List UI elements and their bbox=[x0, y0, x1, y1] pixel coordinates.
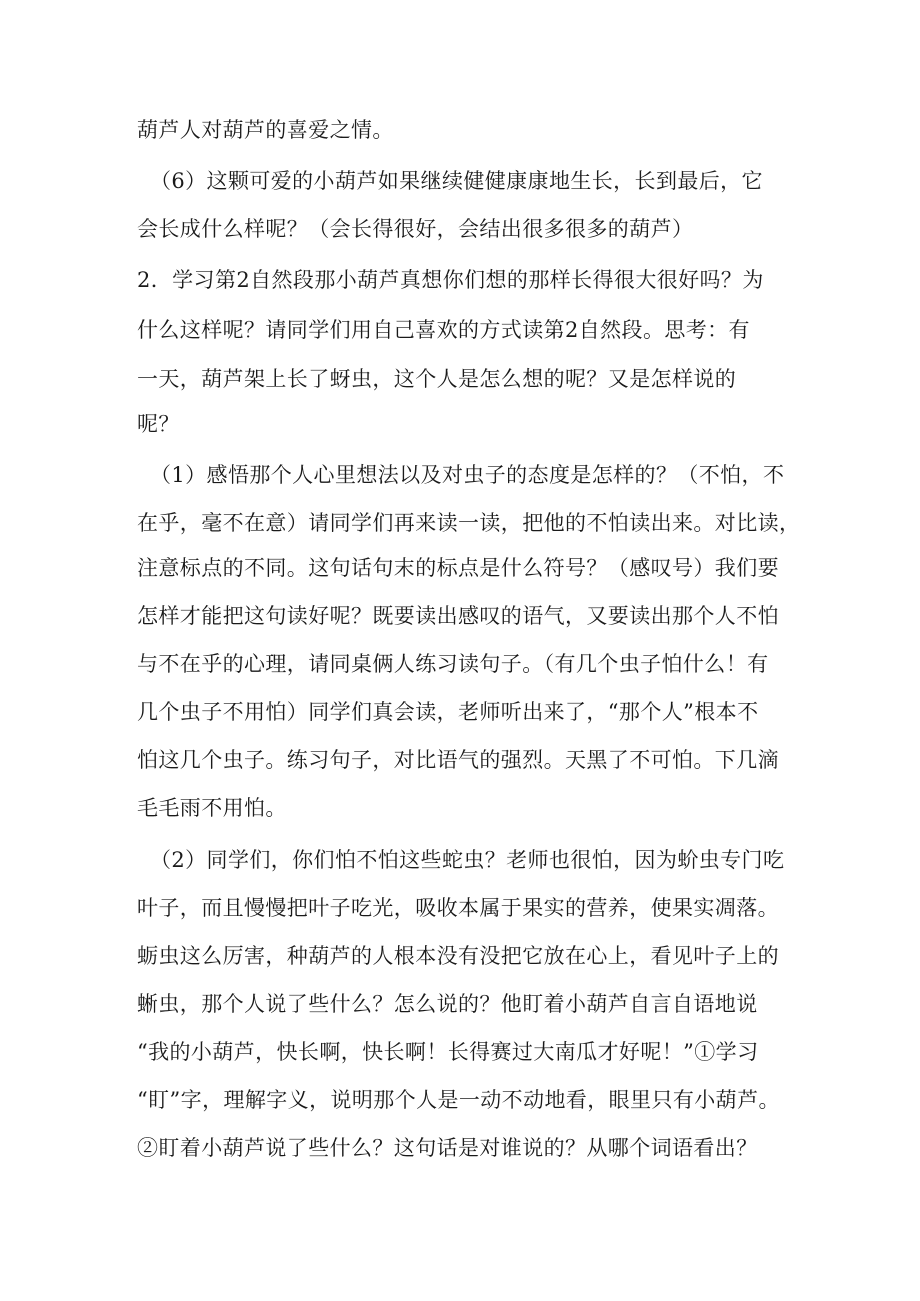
text-line: 怎样才能把这句读好呢？既要读出感叹的语气，又要读出那个人不怕 bbox=[137, 604, 779, 628]
text-line: 一天，葫芦架上长了蚜虫，这个人是怎么想的呢？又是怎样说的 bbox=[137, 367, 737, 391]
text-line: 会长成什么样呢？（会长得很好，会结出很多很多的葫芦） bbox=[137, 217, 694, 241]
text-line: 与不在乎的心理，请同桌俩人练习读句子。（有几个虫子怕什么！有 bbox=[137, 652, 769, 676]
text-line: 呢？ bbox=[137, 412, 180, 436]
text-line: 几个虫子不用怕）同学们真会读，老师听出来了，“那个人”根本不 bbox=[137, 700, 759, 724]
text-line: “我的小葫芦，快长啊，快长啊！长得赛过大南瓜才好呢！”①学习 bbox=[137, 1040, 759, 1064]
text-line: 毛毛雨不用怕。 bbox=[137, 796, 287, 820]
text-line: 什么这样呢？请同学们用自己喜欢的方式读第2自然段。思考：有 bbox=[137, 318, 750, 342]
text-line: （2）同学们，你们怕不怕这些蛇虫？老师也很怕，因为蚧虫专门吃 bbox=[150, 848, 785, 872]
text-line: 怕这几个虫子。练习句子，对比语气的强烈。天黑了不可怕。下几滴 bbox=[137, 748, 779, 772]
text-line: 葫芦人对葫芦的喜爱之情。 bbox=[137, 118, 394, 142]
text-line: “盯”字，理解字义，说明那个人是一动不动地看，眼里只有小葫芦。 bbox=[137, 1088, 780, 1112]
text-line: 2．学习第2自然段那小葫芦真想你们想的那样长得很大很好吗？为 bbox=[137, 268, 764, 292]
text-line: 在乎，毫不在意）请同学们再来读一读，把他的不怕读出来。对比读， bbox=[137, 511, 801, 535]
text-line: 叶子，而且慢慢把叶子吃光，吸收本属于果实的营养，使果实凋落。 bbox=[137, 896, 779, 920]
text-line: 蜥虫，那个人说了些什么？怎么说的？他盯着小葫芦自言自语地说 bbox=[137, 992, 758, 1016]
text-line: ②盯着小葫芦说了些什么？这句话是对谁说的？从哪个词语看出？ bbox=[137, 1136, 758, 1160]
text-line: （1）感悟那个人心里想法以及对虫子的态度是怎样的？（不怕，不 bbox=[150, 463, 785, 487]
text-line: 注意标点的不同。这句话句末的标点是什么符号？（感叹号）我们要 bbox=[137, 556, 779, 580]
text-line: 蛎虫这么厉害，种葫芦的人根本没有没把它放在心上，看见叶子上的 bbox=[137, 944, 779, 968]
text-line: （6）这颗可爱的小葫芦如果继续健健康康地生长，长到最后，它 bbox=[150, 169, 763, 193]
